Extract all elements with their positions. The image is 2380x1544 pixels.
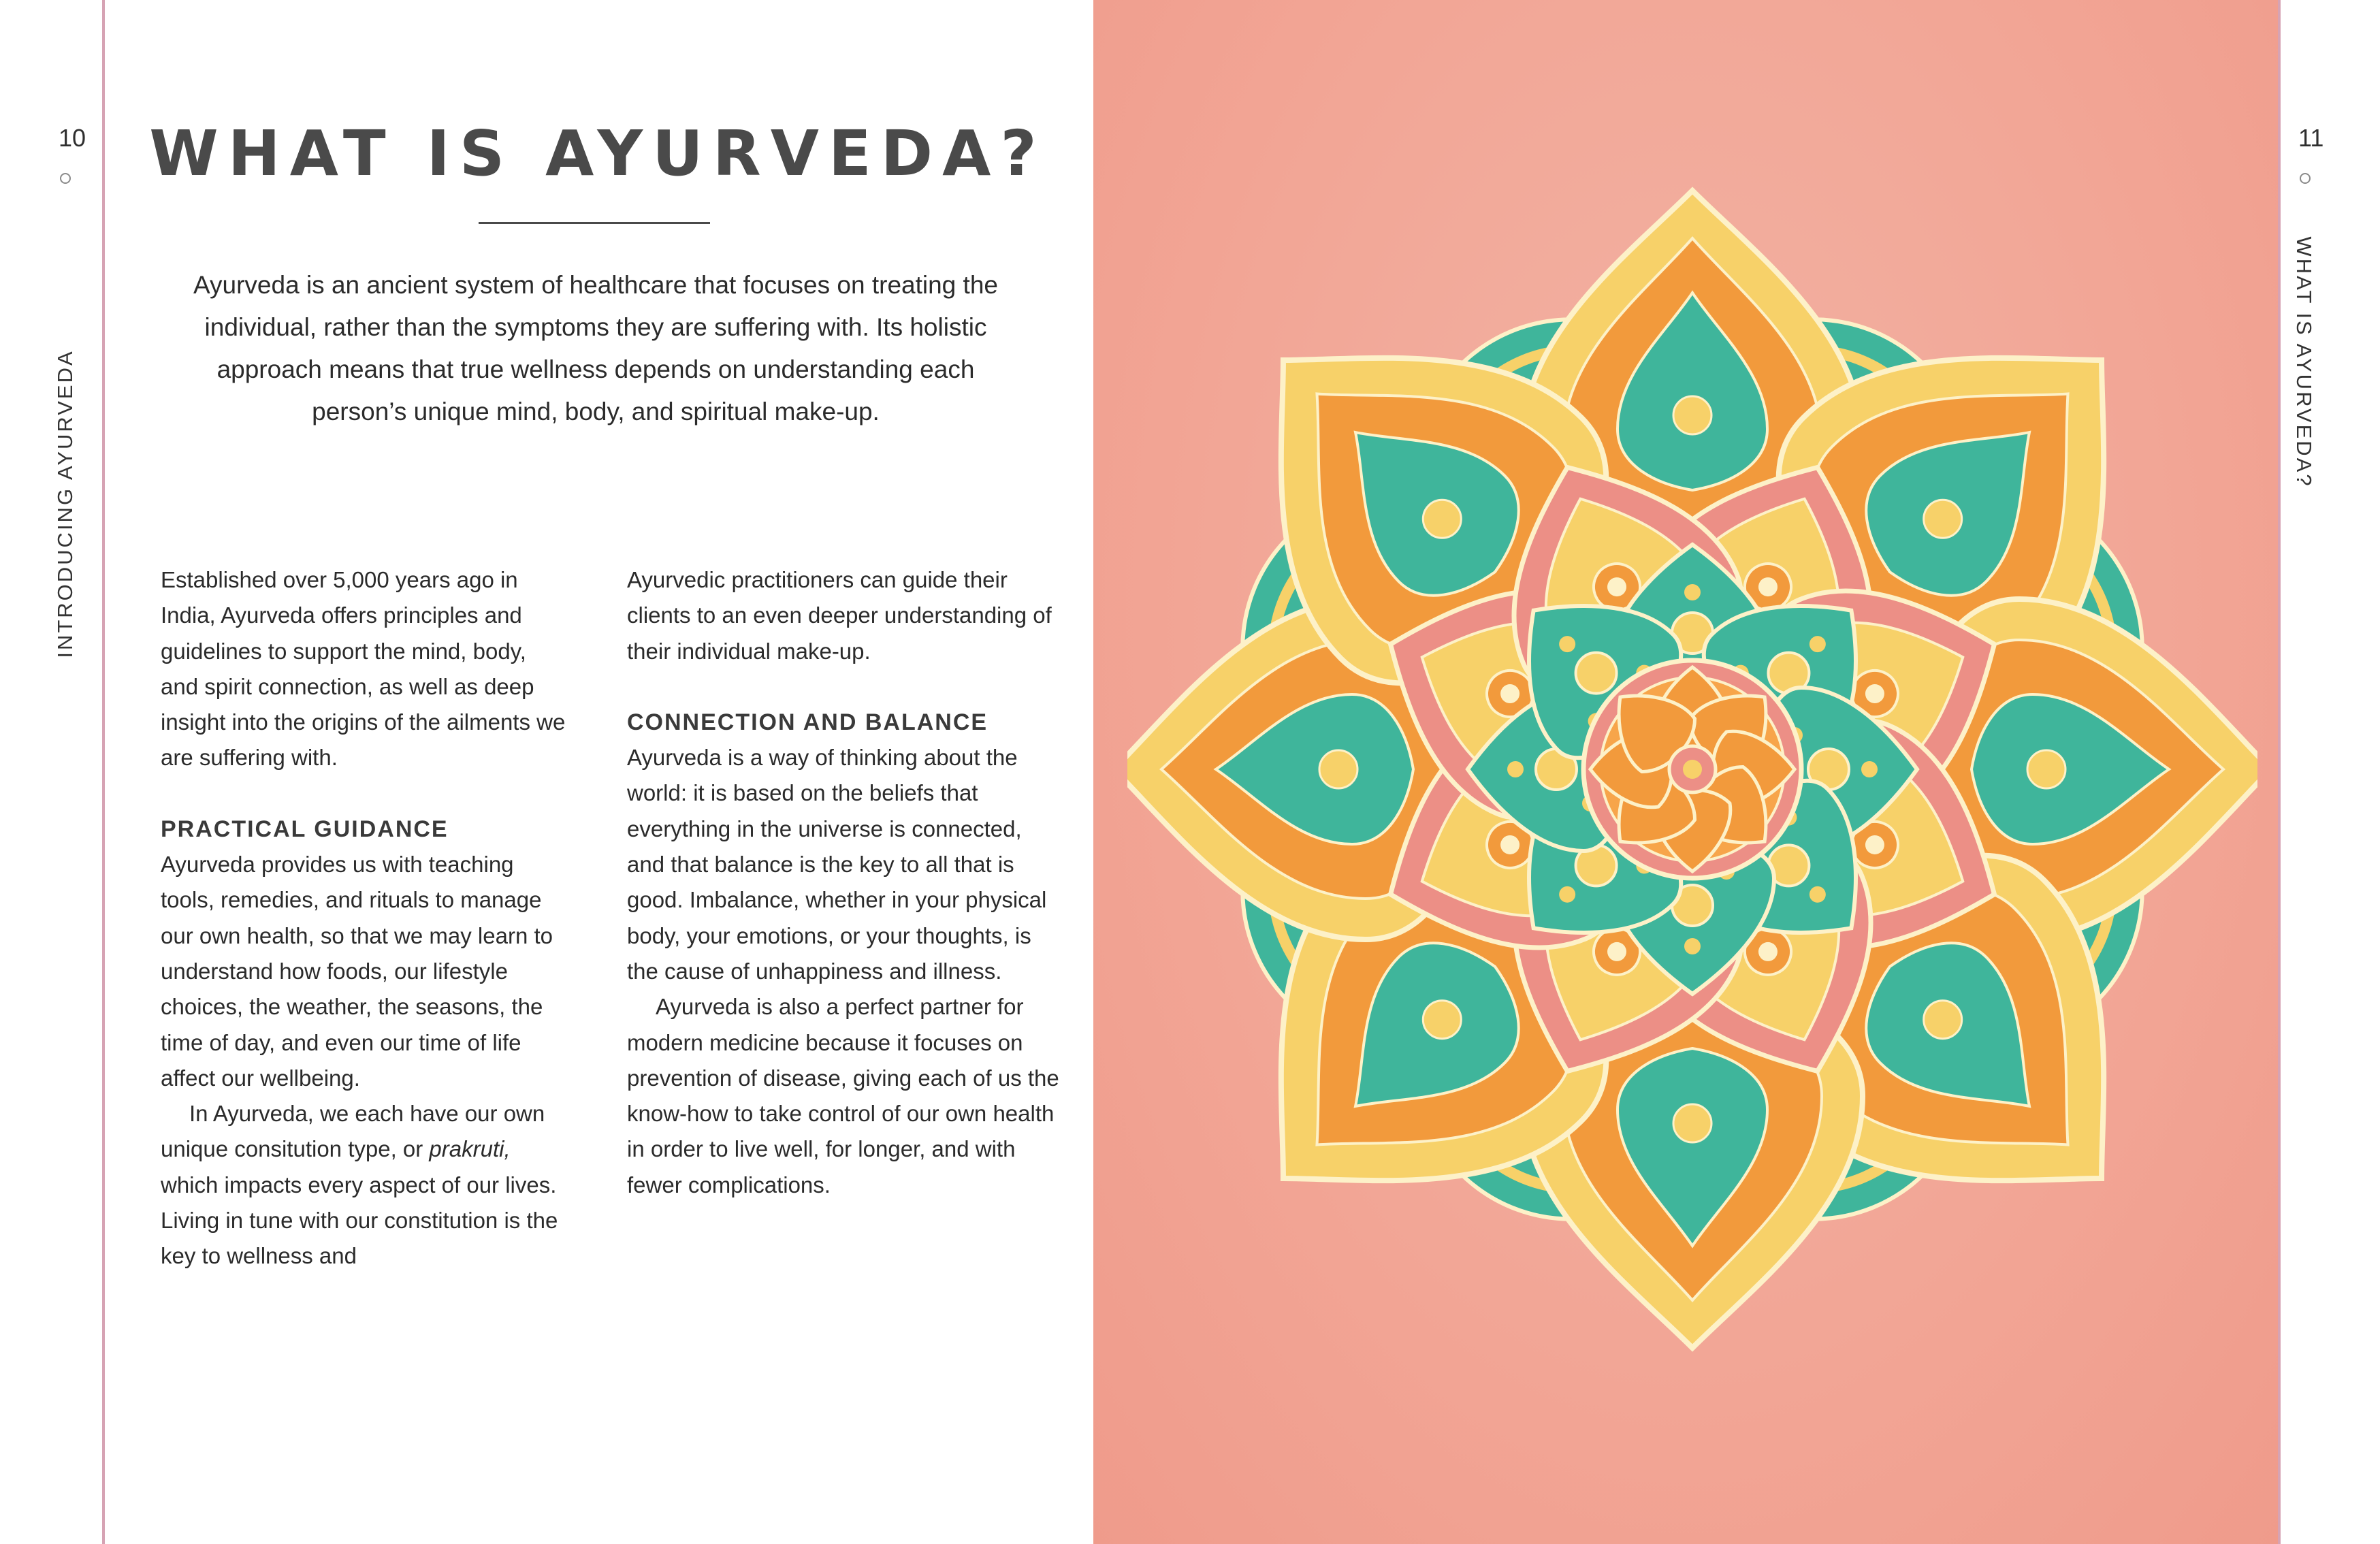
page-title: WHAT IS AYURVEDA?: [149, 117, 1046, 190]
heading-connection-balance: CONNECTION AND BALANCE: [627, 709, 988, 735]
side-circle-left: [60, 173, 71, 184]
page-number-left: 10: [59, 124, 86, 152]
col2-paragraph-3: Ayurveda is also a perfect partner for modern medicine because it focuses on prevention of disease, giving each of us the know-how to take control of our own health in order to live well, for longer, and with fewer complications.: [627, 994, 1059, 1197]
intro-paragraph: Ayurveda is an ancient system of healthcare that focuses on treating the individual, rather than the symptoms they are suffering with. Its holistic approach means that true wellness depends on understanding each person’s unique mind, body, and spiritual make-up.: [193, 271, 998, 425]
col2-paragraph-1: Ayurvedic practitioners can guide their clients to an even deeper understanding of their individual make-up.: [627, 567, 1052, 664]
prakruti-term: prakruti,: [429, 1136, 511, 1162]
mandala-illustration: [1127, 184, 2257, 1355]
text-column-2: [627, 562, 1063, 1203]
col2-paragraph-2: Ayurveda is a way of thinking about the world: it is based on the beliefs that everything in the universe is connected, and that balance is the key to all that is good. Imbalance, whether in your physical body, your emotions, or your thoughts, is the cause of unhappiness and illness.: [627, 745, 1047, 984]
heading-practical-guidance: PRACTICAL GUIDANCE: [161, 816, 449, 842]
side-circle-right: [2300, 173, 2311, 184]
right-page-margin: [2278, 0, 2380, 1544]
side-label-left: INTRODUCING AYURVEDA: [53, 349, 77, 658]
right-margin-rule: [2278, 0, 2281, 1544]
col1-paragraph-3: In Ayurveda, we each have our own unique consitution type, or prakruti, which impacts every aspect of our lives. Living in tune with our constitution is the key to wellness and: [161, 1101, 558, 1269]
text-column-1: [161, 562, 569, 1274]
side-label-right: WHAT IS AYURVEDA?: [2292, 236, 2316, 488]
page-number-right: 11: [2298, 124, 2324, 152]
col1-paragraph-1: Established over 5,000 years ago in India, Ayurveda offers principles and guidelines to support the mind, body, and spirit connection, as well as deep insight into the origins of the ailments we are suffering with.: [161, 567, 566, 771]
left-margin-rule: [102, 0, 105, 1544]
col1-paragraph-2: Ayurveda provides us with teaching tools, remedies, and rituals to manage our own health, so that we may learn to understand how foods, our lifestyle choices, the weather, the seasons, the time of day, and even our time of life affect our wellbeing.: [161, 852, 553, 1091]
title-divider: [479, 222, 710, 224]
